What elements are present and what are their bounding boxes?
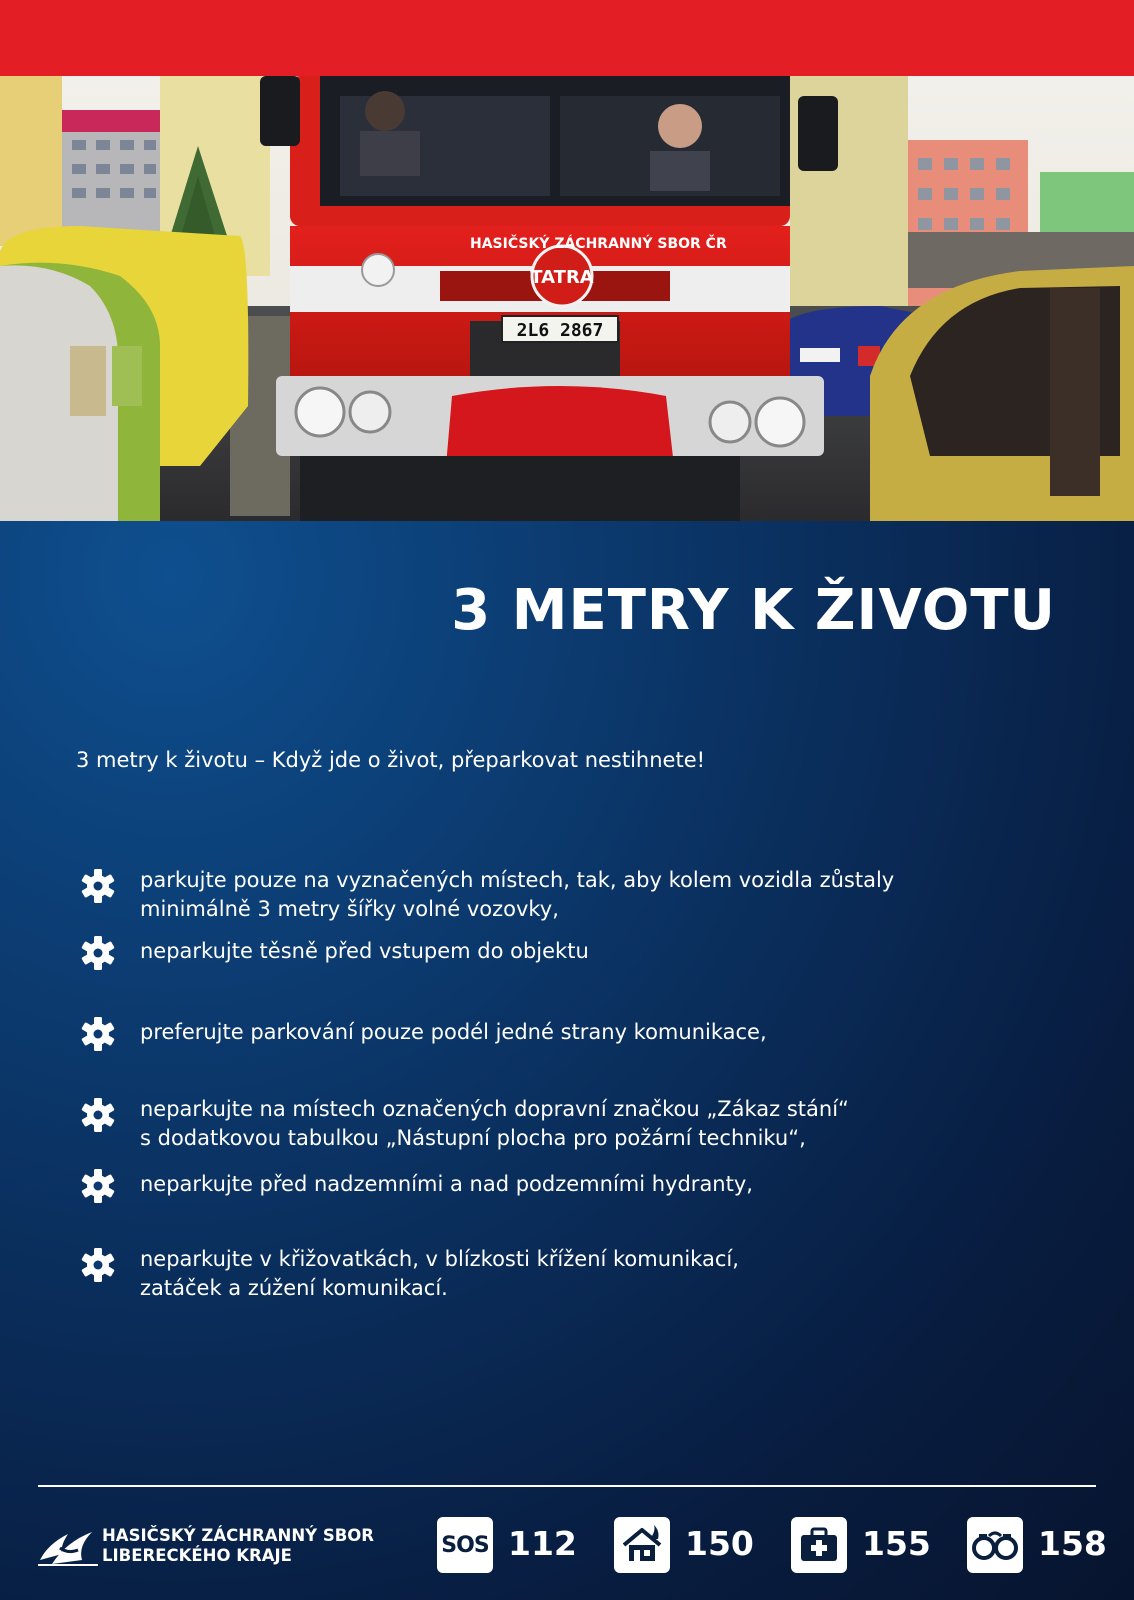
rule-text: preferujte parkování pouze podél jedné strany komunikace, — [140, 1020, 767, 1044]
info-panel — [0, 521, 1134, 1600]
gear-icon — [80, 868, 116, 904]
rule-text: neparkujte před nadzemními a nad podzemními hydranty, — [140, 1172, 753, 1196]
gear-icon — [80, 1168, 116, 1204]
rule-text: parkujte pouze na vyznačených místech, tak, aby kolem vozidla zůstaly minimálně 3 metry šířky volné vozovky, — [140, 868, 895, 921]
gear-icon — [80, 935, 116, 971]
footer-org-name — [102, 1526, 374, 1566]
headline: 3 METRY K ŽIVOTU — [451, 578, 1056, 643]
emergency-number-158 — [967, 1517, 1107, 1573]
emergency-number-155 — [791, 1517, 931, 1573]
gear-icon — [80, 1097, 116, 1133]
handcuffs-icon — [967, 1517, 1023, 1573]
fire-truck-photo — [0, 76, 1134, 521]
emergency-number-112 — [437, 1517, 577, 1573]
emergency-number: 150 — [685, 1524, 754, 1563]
fire-house-icon — [614, 1517, 670, 1573]
org-line-2: LIBERECKÉHO KRAJE — [102, 1546, 292, 1565]
sos-icon: SOS — [437, 1517, 493, 1573]
intro-text: 3 metry k životu – Když jde o život, přeparkovat nestihnete! — [76, 748, 706, 772]
gear-icon — [80, 1247, 116, 1283]
emergency-number: 112 — [508, 1524, 577, 1563]
emergency-number: 155 — [862, 1524, 931, 1563]
gear-icon — [80, 1016, 116, 1052]
truck-brand: TATRA — [530, 267, 594, 288]
emergency-number: 158 — [1038, 1524, 1107, 1563]
footer-divider — [38, 1485, 1096, 1487]
license-plate: 2L6 2867 — [516, 320, 604, 341]
top-red-bar — [0, 0, 1134, 76]
fire-rescue-logo-icon — [38, 1524, 98, 1566]
first-aid-icon — [791, 1517, 847, 1573]
rule-text: neparkujte na místech označených dopravní značkou „Zákaz stání“ s dodatkovou tabulkou „Nástupní plocha pro požární techniku“, — [140, 1097, 849, 1150]
rule-text: neparkujte v křižovatkách, v blízkosti křížení komunikací, zatáček a zúžení komunikací. — [140, 1247, 739, 1300]
truck-lettering: HASIČSKÝ ZÁCHRANNÝ SBOR ČR — [470, 236, 727, 252]
emergency-number-150 — [614, 1517, 754, 1573]
rule-text: neparkujte těsně před vstupem do objektu — [140, 939, 589, 963]
org-line-1: HASIČSKÝ ZÁCHRANNÝ SBOR — [102, 1526, 375, 1545]
